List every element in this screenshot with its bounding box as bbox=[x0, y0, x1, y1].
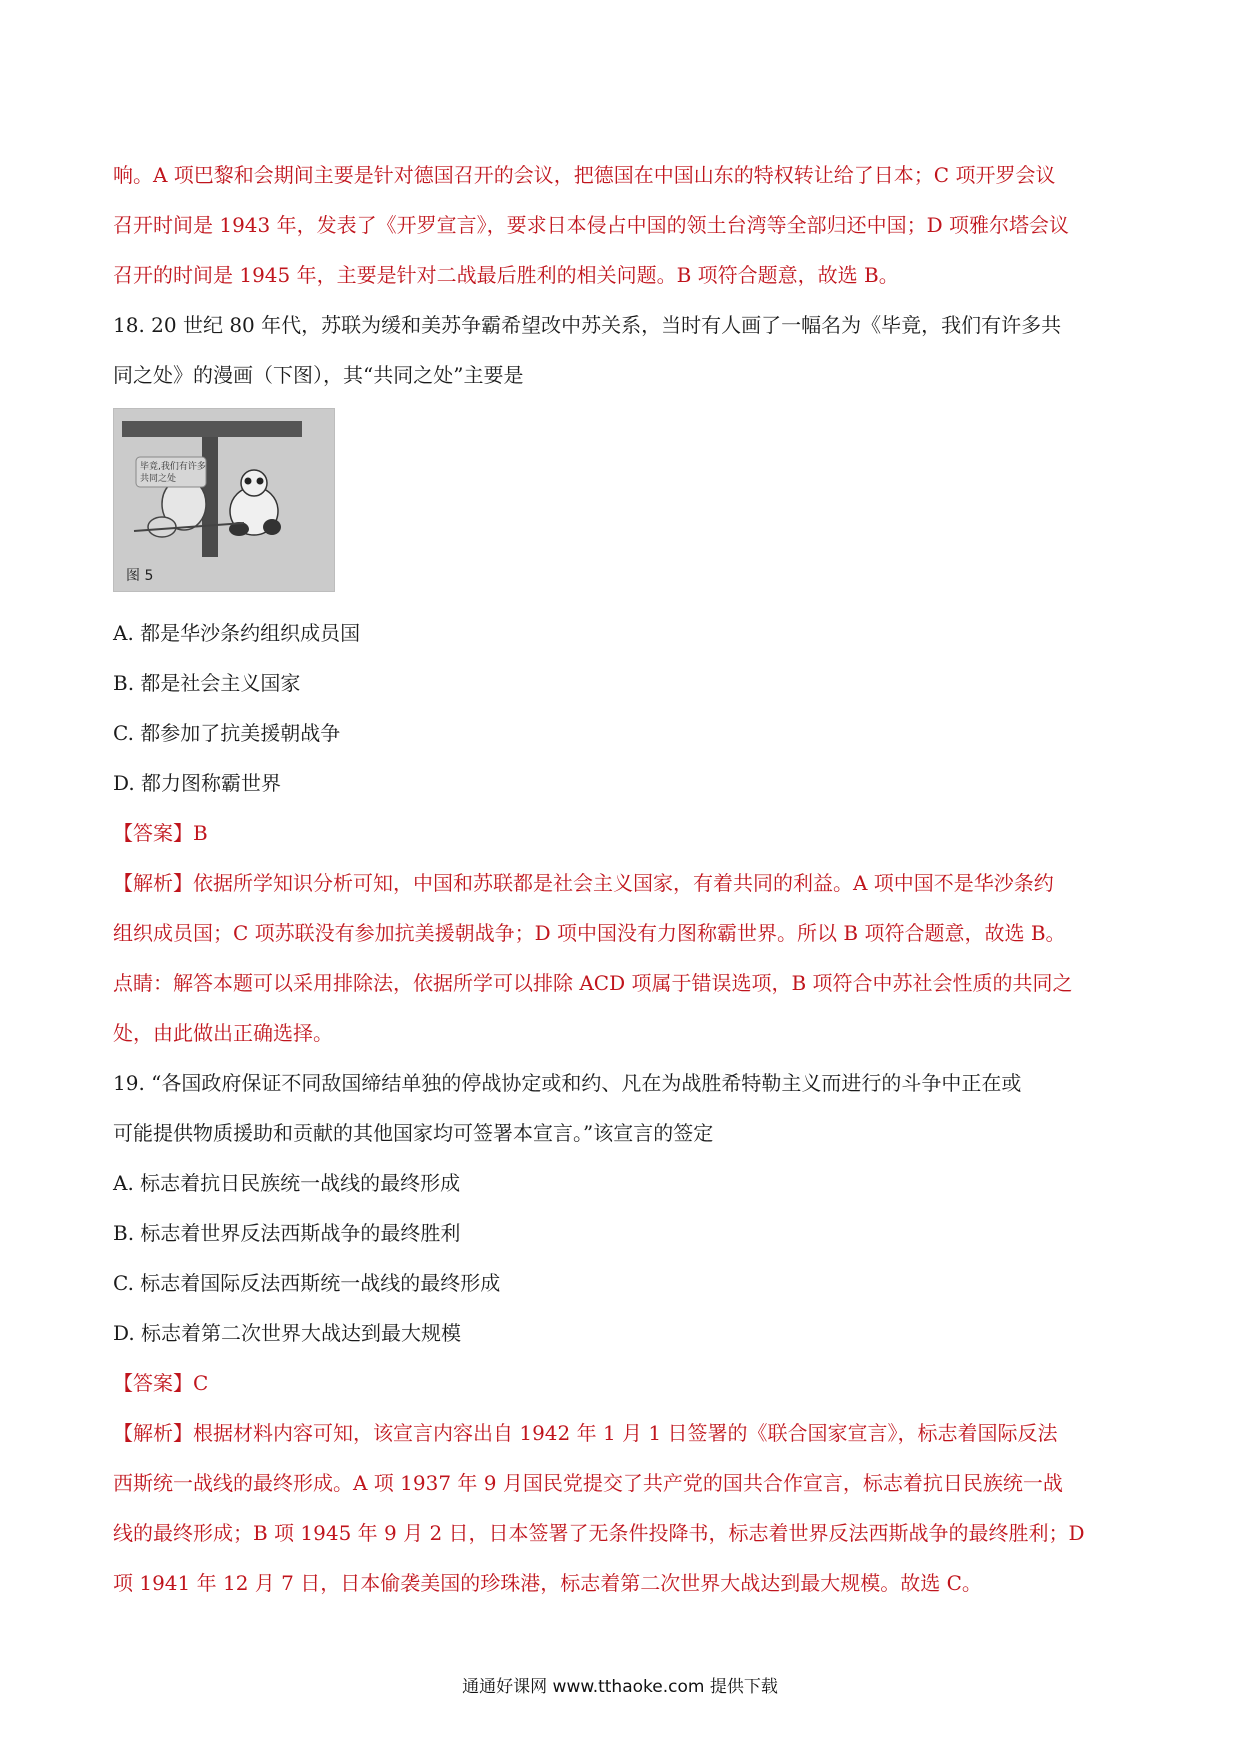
analysis-line: 响。A 项巴黎和会期间主要是针对德国召开的会议，把德国在中国山东的特权转让给了日本；C 项开罗会议 bbox=[113, 163, 1056, 187]
analysis-line: 召开的时间是 1945 年，主要是针对二战最后胜利的相关问题。B 项符合题意，故选 B。 bbox=[113, 263, 899, 287]
page-footer: 通通好课网 www.tthaoke.com 提供下载 bbox=[462, 1677, 778, 1697]
cartoon-figure bbox=[113, 408, 335, 592]
figure-caption: 图 5 bbox=[126, 568, 154, 584]
analysis-line: 【解析】依据所学知识分析可知，中国和苏联都是社会主义国家，有着共同的利益。A 项中国不是华沙条约 bbox=[113, 871, 1054, 895]
analysis-line: 【解析】根据材料内容可知，该宣言内容出自 1942 年 1 月 1 日签署的《联合国家宣言》，标志着国际反法 bbox=[113, 1421, 1058, 1445]
option-c: C. 都参加了抗美援朝战争 bbox=[113, 721, 341, 745]
option-b: B. 标志着世界反法西斯战争的最终胜利 bbox=[113, 1221, 461, 1245]
option-a: A. 标志着抗日民族统一战线的最终形成 bbox=[113, 1171, 461, 1195]
analysis-line: 点睛：解答本题可以采用排除法，依据所学可以排除 ACD 项属于错误选项，B 项符合中苏社会性质的共同之 bbox=[113, 971, 1073, 995]
option-a: A. 都是华沙条约组织成员国 bbox=[113, 621, 361, 645]
analysis-line: 西斯统一战线的最终形成。A 项 1937 年 9 月国民党提交了共产党的国共合作宣言，标志着抗日民族统一战 bbox=[113, 1471, 1063, 1495]
analysis-line: 处，由此做出正确选择。 bbox=[113, 1021, 333, 1045]
answer: 【答案】C bbox=[113, 1371, 209, 1395]
question-stem-line: 19. “各国政府保证不同敌国缔结单独的停战协定或和约、凡在为战胜希特勒主义而进行的斗争中正在或 bbox=[113, 1071, 1022, 1095]
option-d: D. 标志着第二次世界大战达到最大规模 bbox=[113, 1321, 462, 1345]
answer: 【答案】B bbox=[113, 821, 208, 845]
cartoon-speech-text: 毕竟,我们有许多共同之处 bbox=[140, 462, 206, 484]
question-stem-line: 18. 20 世纪 80 年代，苏联为缓和美苏争霸希望改中苏关系，当时有人画了一幅名为《毕竟，我们有许多共 bbox=[113, 313, 1062, 337]
question-stem-line: 可能提供物质援助和贡献的其他国家均可签署本宣言。”该宣言的签定 bbox=[113, 1121, 714, 1145]
previous-analysis-continuation bbox=[113, 150, 1133, 300]
question-18 bbox=[113, 300, 1133, 1058]
analysis-line: 组织成员国；C 项苏联没有参加抗美援朝战争；D 项中国没有力图称霸世界。所以 B 项符合题意，故选 B。 bbox=[113, 921, 1066, 945]
analysis-line: 项 1941 年 12 月 7 日，日本偷袭美国的珍珠港，标志着第二次世界大战达到最大规模。故选 C。 bbox=[113, 1571, 982, 1595]
document-page bbox=[113, 150, 1133, 1608]
option-b: B. 都是社会主义国家 bbox=[113, 671, 301, 695]
analysis-line: 线的最终形成；B 项 1945 年 9 月 2 日，日本签署了无条件投降书，标志着世界反法西斯战争的最终胜利；D bbox=[113, 1521, 1085, 1545]
question-19 bbox=[113, 1058, 1133, 1608]
option-d: D. 都力图称霸世界 bbox=[113, 771, 282, 795]
option-c: C. 标志着国际反法西斯统一战线的最终形成 bbox=[113, 1271, 501, 1295]
analysis-line: 召开时间是 1943 年，发表了《开罗宣言》，要求日本侵占中国的领土台湾等全部归还中国；D 项雅尔塔会议 bbox=[113, 213, 1070, 237]
cartoon-illustration bbox=[114, 409, 334, 591]
question-stem-line: 同之处》的漫画（下图），其“共同之处”主要是 bbox=[113, 363, 524, 387]
